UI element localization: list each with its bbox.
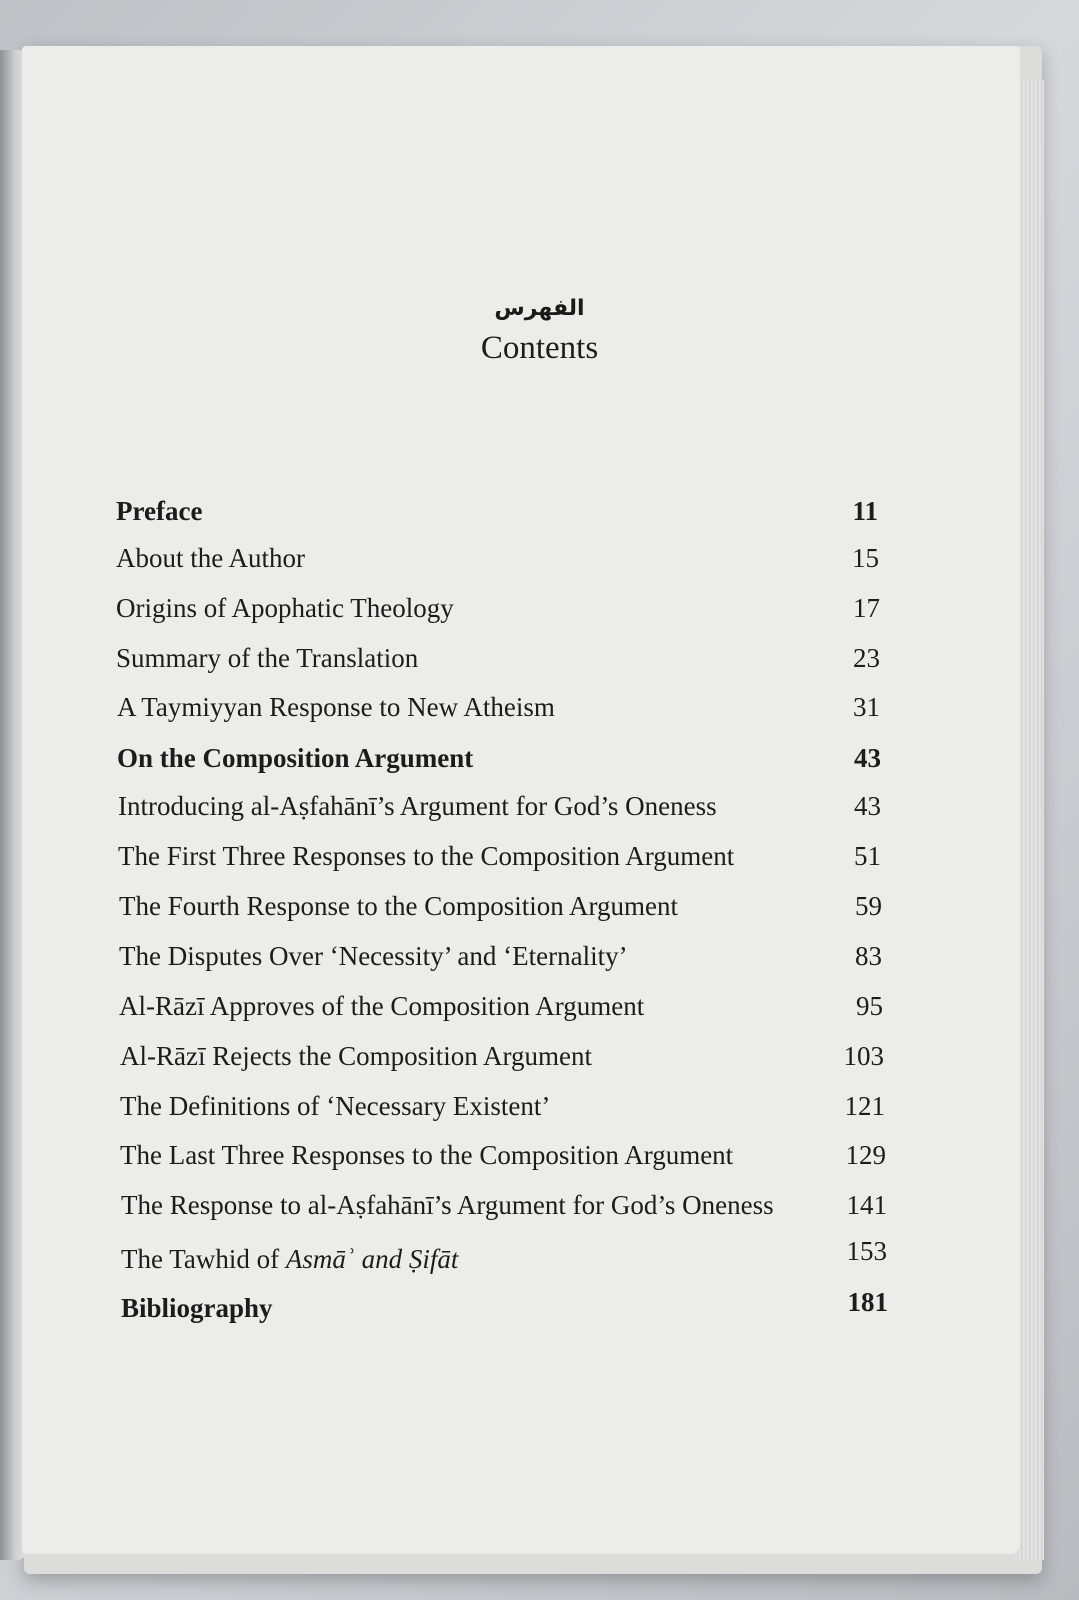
toc-entry-title: About the Author [116,543,305,573]
toc-entry-title: Al-Rāzī Rejects the Composition Argument [120,1041,592,1071]
toc-entry-title: The Definitions of ‘Necessary Existent’ [120,1091,551,1121]
toc-entry-page: 51 [854,841,881,871]
toc-entry-razi-rejects[interactable] [120,1041,884,1077]
toc-entry-tawhid[interactable] [121,1236,887,1280]
toc-entry-title: The Disputes Over ‘Necessity’ and ‘Eternality’ [119,941,628,971]
page-title: Contents [480,330,599,366]
toc-entry-preface[interactable] [116,496,878,532]
toc-entry-summary[interactable] [116,643,880,679]
toc-entry-bibliography[interactable] [121,1287,888,1329]
toc-entry-page: 153 [846,1236,887,1266]
toc-entry-page: 83 [855,941,882,971]
toc-entry-composition-argument[interactable] [117,743,881,779]
toc-entry-page: 95 [856,991,883,1021]
toc-entry-title-prefix: The Tawhid of [121,1244,286,1274]
toc-entry-page: 31 [853,692,880,722]
toc-entry-page: 11 [852,496,878,526]
toc-entry-last-three[interactable] [120,1140,886,1176]
toc-entry-title: The Response to al-Aṣfahānī’s Argument for God’s Oneness [121,1190,774,1220]
toc-entry-definitions[interactable] [120,1091,885,1127]
toc-entry-title: The Fourth Response to the Composition Argument [119,891,678,921]
toc-entry-page: 17 [853,593,880,623]
toc-entry-razi-approves[interactable] [119,991,883,1027]
toc-entry-introducing[interactable] [118,791,881,827]
toc-entry-page: 43 [854,743,881,773]
toc-entry-disputes[interactable] [119,941,882,977]
toc-entry-title: A Taymiyyan Response to New Atheism [117,692,555,722]
toc-entry-first-three[interactable] [118,841,881,877]
toc-entry-title: Bibliography [121,1293,273,1323]
toc-entry-page: 121 [844,1091,885,1121]
toc-entry-page: 129 [845,1140,886,1170]
toc-entry-title: Introducing al-Aṣfahānī’s Argument for God’s Oneness [118,791,717,821]
toc-entry-page: 103 [843,1041,884,1071]
toc-entry-title: Al-Rāzī Approves of the Composition Argument [119,991,645,1021]
toc-entry-page: 43 [854,791,881,821]
toc-entry-page: 23 [853,643,880,673]
toc-entry-response-asfahani[interactable] [121,1190,887,1226]
arabic-title: الفهرس [494,296,585,321]
toc-entry-title: Preface [116,496,203,526]
toc-entry-title: On the Composition Argument [117,743,474,773]
toc-entry-page: 59 [855,891,882,921]
toc-entry-title [121,1244,458,1275]
toc-entry-title: Origins of Apophatic Theology [116,593,454,623]
toc-entry-title: Summary of the Translation [116,643,419,673]
toc-entry-title: The Last Three Responses to the Composition Argument [120,1140,734,1170]
toc-entry-page: 181 [847,1287,888,1317]
toc-entry-about-author[interactable] [116,543,879,579]
toc-entry-new-atheism[interactable] [117,692,880,728]
toc-entry-title: The First Three Responses to the Composition Argument [118,841,735,871]
toc-entry-title-italic: Asmāʾ and Ṣifāt [285,1244,459,1274]
toc-entry-fourth[interactable] [119,891,882,927]
toc-entry-page: 15 [852,543,879,573]
toc-entry-origins[interactable] [116,593,880,629]
toc-entry-page: 141 [846,1190,887,1220]
